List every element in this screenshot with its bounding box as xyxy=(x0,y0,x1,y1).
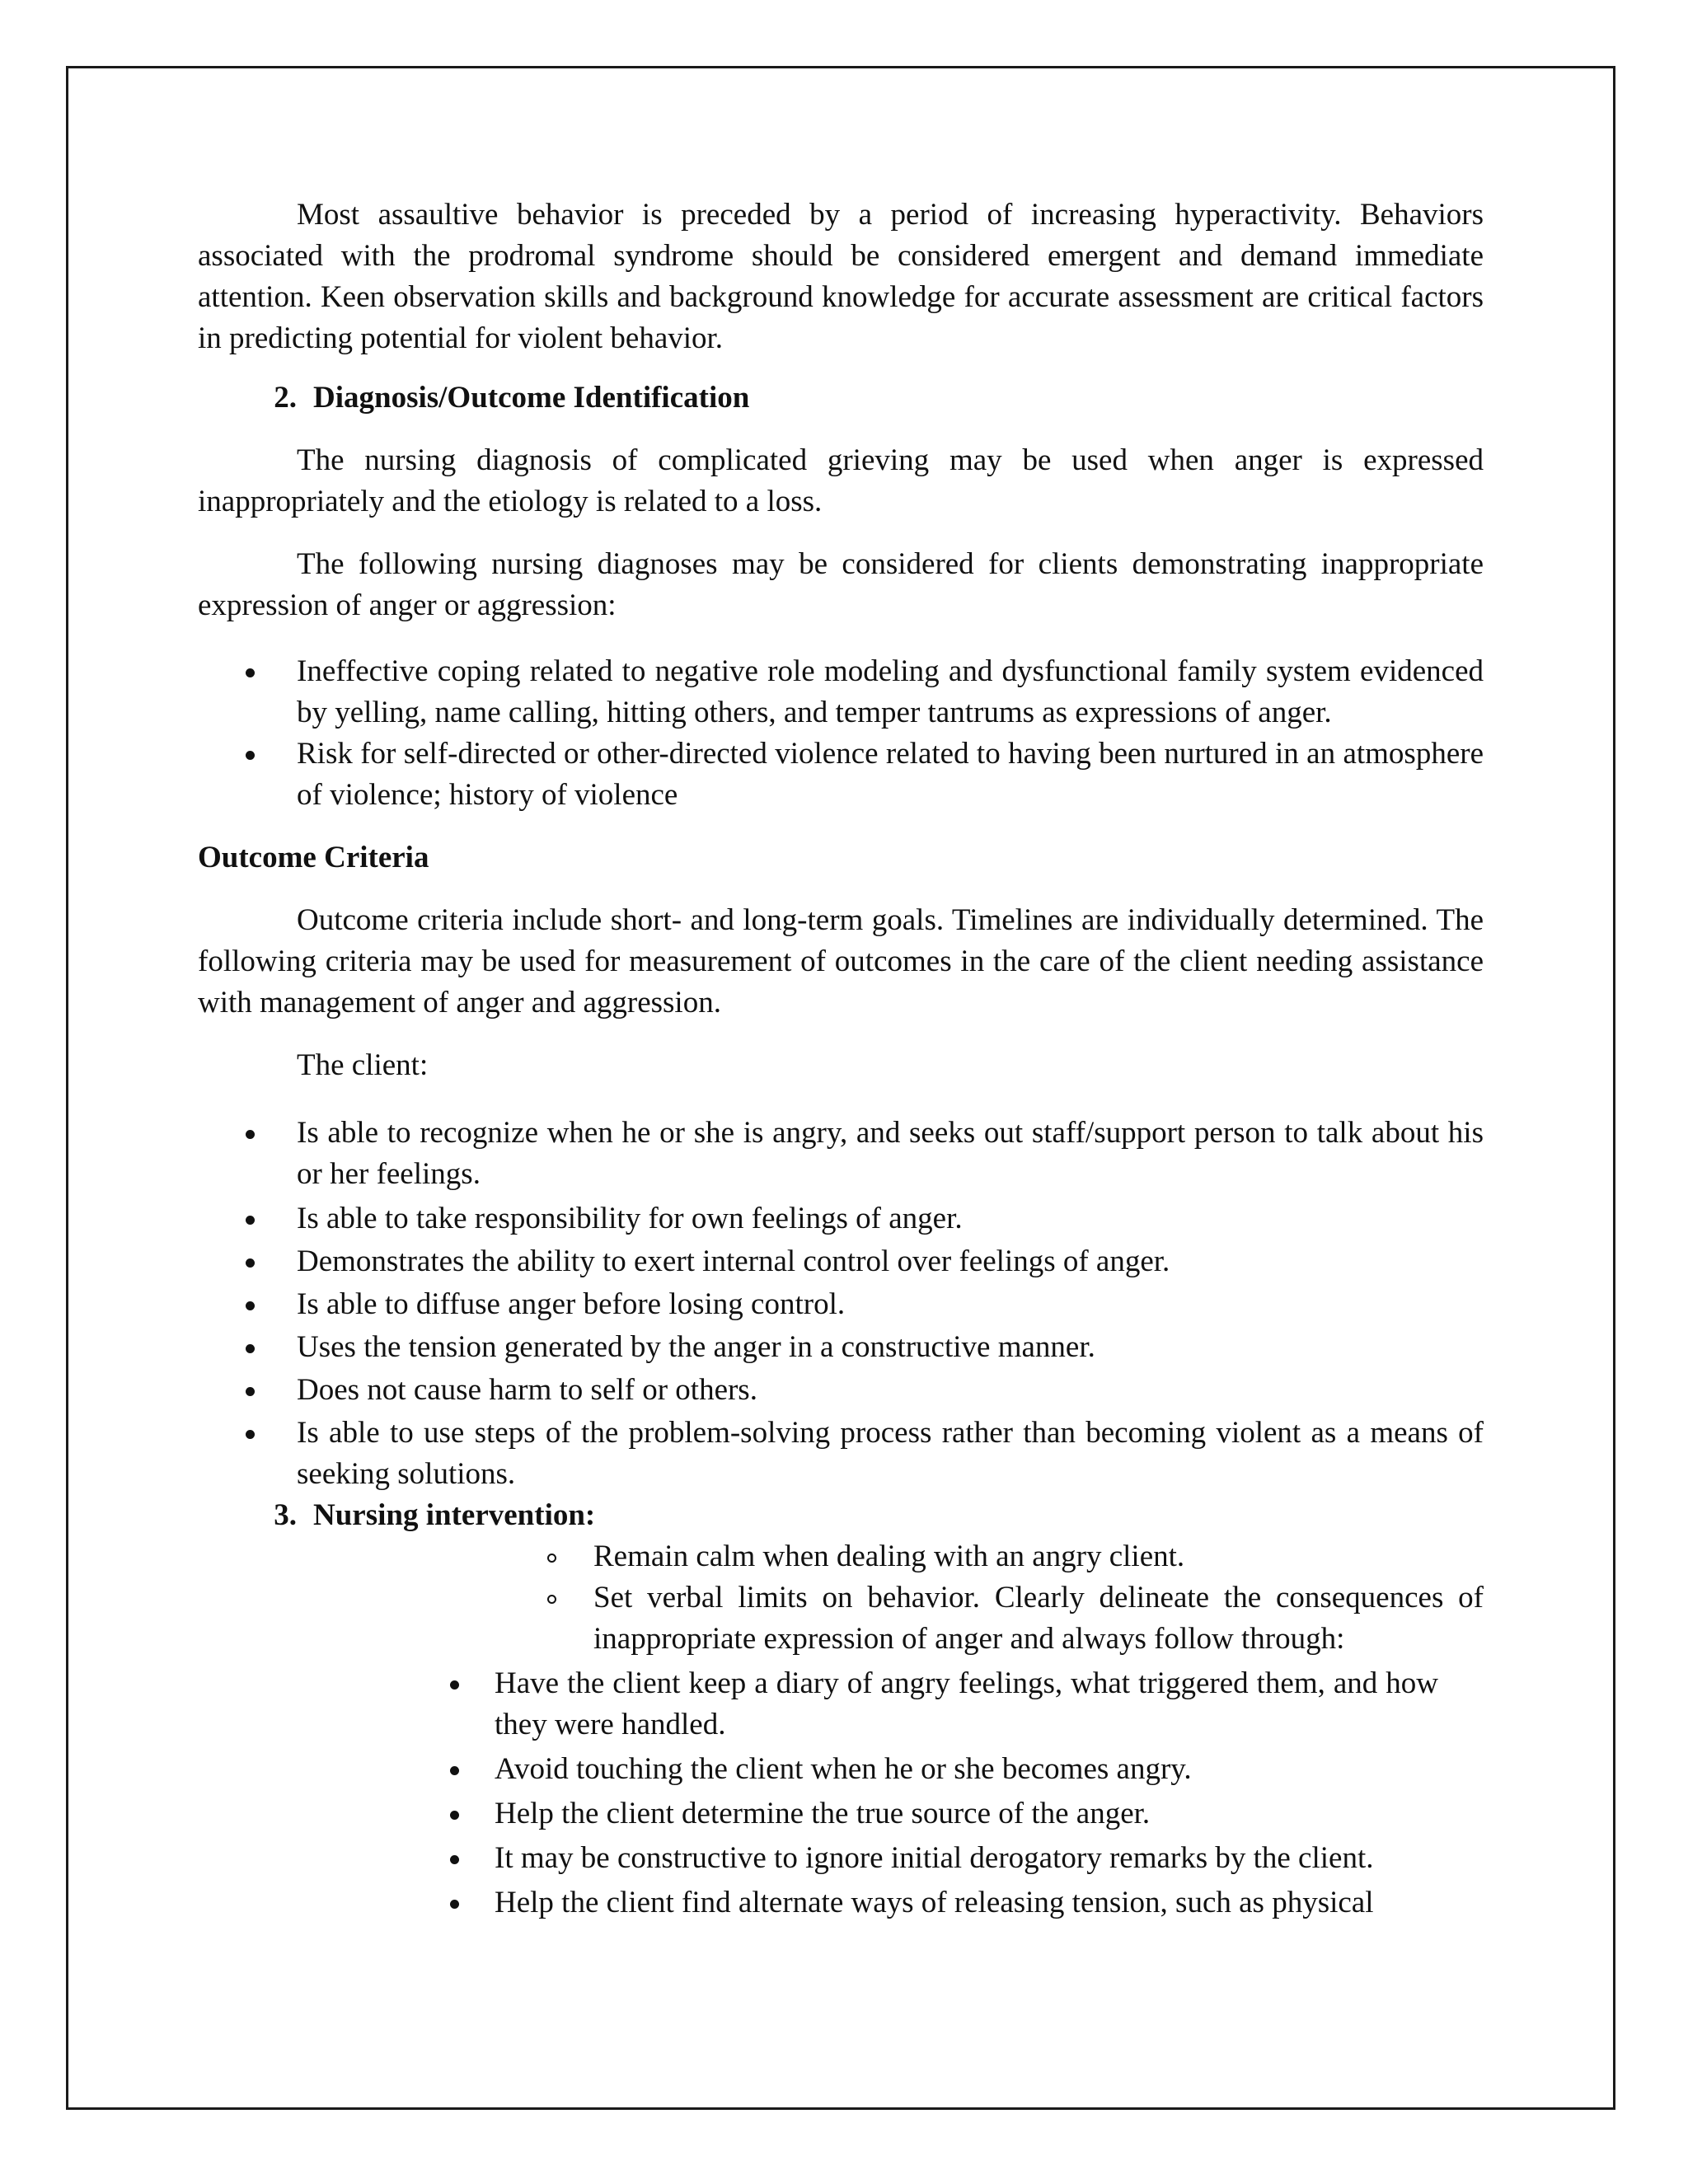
section-number: 3. xyxy=(274,1498,297,1532)
outcome-list xyxy=(198,1113,1484,1495)
list-item: Is able to use steps of the problem-solving process rather than becoming violent as a means of seeking solutions. xyxy=(198,1413,1484,1495)
bullet-icon xyxy=(450,1900,459,1909)
intervention-bullet-list xyxy=(198,1663,1484,1924)
bullet-icon xyxy=(450,1766,459,1775)
paragraph-following-diagnoses: The following nursing diagnoses may be considered for clients demonstrating inappropriate expression of anger or aggression: xyxy=(198,547,1484,622)
circle-bullet-icon xyxy=(547,1554,556,1563)
list-item: Uses the tension generated by the anger in a constructive manner. xyxy=(198,1327,1484,1368)
paragraph-prodromal: Most assaultive behavior is preceded by a period of increasing hyperactivity. Behaviors associated with the prodromal syndrome should be considered emergent and demand immediate attention. Keen observation skills and background knowledge for accurate assessment are critical factors in predicting potential for violent behavior. xyxy=(198,198,1484,355)
bullet-icon xyxy=(246,1387,255,1396)
list-item: Is able to take responsibility for own feelings of anger. xyxy=(198,1198,1484,1240)
section-title: Nursing intervention: xyxy=(313,1498,596,1532)
list-item: Risk for self-directed or other-directed violence related to having been nurtured in an atmosphere of violence; history of violence xyxy=(198,733,1484,816)
paragraph-the-client: The client: xyxy=(297,1048,429,1082)
list-item: Have the client keep a diary of angry feelings, what triggered them, and how they were handled. xyxy=(198,1663,1484,1746)
bullet-icon xyxy=(246,1258,255,1268)
list-item: Help the client find alternate ways of releasing tension, such as physical xyxy=(198,1882,1484,1924)
list-item: Is able to diffuse anger before losing control. xyxy=(198,1284,1484,1325)
intervention-circle-list xyxy=(198,1536,1484,1660)
section-heading-intervention xyxy=(198,1495,1484,1536)
document-body xyxy=(198,194,1484,1924)
list-item: It may be constructive to ignore initial derogatory remarks by the client. xyxy=(198,1838,1484,1879)
bullet-icon xyxy=(450,1680,459,1690)
list-item: Demonstrates the ability to exert internal control over feelings of anger. xyxy=(198,1241,1484,1282)
outcome-criteria-heading: Outcome Criteria xyxy=(198,841,429,874)
list-item: Remain calm when dealing with an angry client. xyxy=(198,1536,1484,1577)
bullet-icon xyxy=(246,1430,255,1439)
bullet-icon xyxy=(450,1811,459,1820)
circle-bullet-icon xyxy=(547,1595,556,1604)
list-item: Avoid touching the client when he or she becomes angry. xyxy=(198,1749,1484,1790)
section-number: 2. xyxy=(274,381,297,415)
list-item: Ineffective coping related to negative role modeling and dysfunctional family system evidenced by yelling, name calling, hitting others, and temper tantrums as expressions of anger. xyxy=(198,651,1484,733)
bullet-icon xyxy=(246,668,255,677)
list-item: Is able to recognize when he or she is angry, and seeks out staff/support person to talk about his or her feelings. xyxy=(198,1113,1484,1195)
diagnosis-list xyxy=(198,651,1484,816)
bullet-icon xyxy=(246,1344,255,1353)
bullet-icon xyxy=(246,1216,255,1225)
paragraph-complicated-grieving: The nursing diagnosis of complicated grieving may be used when anger is expressed inappropriately and the etiology is related to a loss. xyxy=(198,443,1484,518)
paragraph-outcome-intro: Outcome criteria include short- and long-term goals. Timelines are individually determined. The following criteria may be used for measurement of outcomes in the care of the client needing assistance with management of anger and aggression. xyxy=(198,903,1484,1019)
list-item: Help the client determine the true source of the anger. xyxy=(198,1793,1484,1835)
section-heading-diagnosis xyxy=(198,377,1484,419)
section-title: Diagnosis/Outcome Identification xyxy=(313,381,750,415)
bullet-icon xyxy=(246,751,255,760)
bullet-icon xyxy=(246,1301,255,1310)
list-item: Does not cause harm to self or others. xyxy=(198,1370,1484,1411)
list-item: Set verbal limits on behavior. Clearly delineate the consequences of inappropriate expression of anger and always follow through: xyxy=(198,1577,1484,1660)
bullet-icon xyxy=(450,1855,459,1864)
bullet-icon xyxy=(246,1130,255,1139)
